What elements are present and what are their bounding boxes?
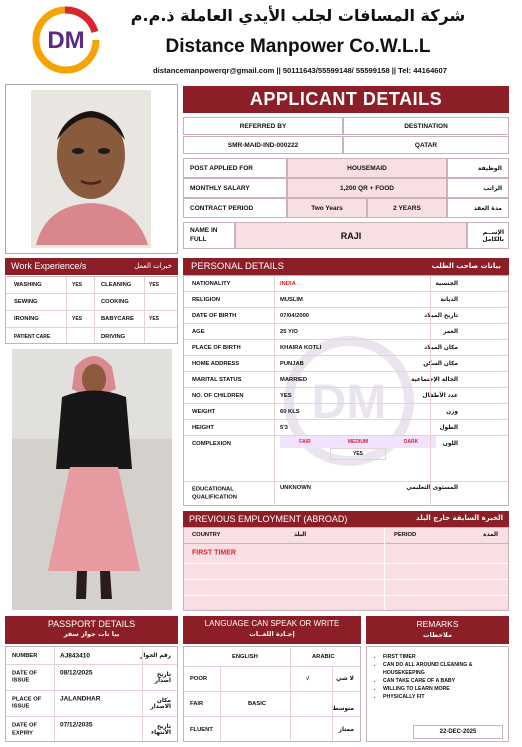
remark-item: • CAN TAKE CARE OF A BABY	[383, 677, 502, 685]
personal-row-dob: DATE OF BIRTH 07/04/2000 تاريخ الميلاد	[184, 308, 508, 324]
passport-row-issue-place: PLACE OF ISSUE JALANDHAR مكان الاصدار	[6, 691, 177, 717]
remarks-header	[366, 616, 509, 644]
passport-title: PASSPORT DETAILS	[47, 619, 136, 629]
company-contact: distancemanpowerqr@gmail.com || 50111643/55599148/ 55599158 || Tel: 44164607	[153, 66, 447, 75]
reference-number: SMR-MAID-IND-000222	[183, 136, 343, 154]
remarks-date: 22-DEC-2025	[413, 725, 503, 739]
personal-row-place-of-birth: PLACE OF BIRTH KHAIRA KOTLI مكان الميلاد	[184, 340, 508, 356]
applicant-full-body-photo	[12, 349, 172, 610]
language-table	[183, 646, 361, 742]
personal-details-title-ar: بيانات صاحب الطلب	[431, 262, 501, 270]
post-label-ar: الوظيفة	[447, 158, 509, 178]
contract-label: CONTRACT PERIOD	[183, 198, 287, 218]
complexion-selected: YES	[330, 448, 386, 460]
passport-row-expiry-date: DATE OF EXPIRY 07/12/2035 تاريخ الانتهاء	[12, 721, 171, 736]
work-experience-table	[5, 276, 178, 344]
personal-row-age: AGE 25 Y/O العمر	[184, 324, 508, 340]
personal-row-height: HEIGHT 5'3 الطول	[184, 420, 508, 436]
applicant-name: RAJI	[235, 222, 467, 249]
remarks-list	[383, 653, 502, 701]
personal-row-children: NO. OF CHILDREN YES عدد الأطفال	[184, 388, 508, 404]
remarks-title: REMARKS	[416, 619, 459, 629]
document-title: APPLICANT DETAILS	[183, 86, 509, 113]
complexion-medium: MEDIUM	[330, 436, 386, 448]
complexion-dark: DARK	[386, 436, 436, 448]
language-row-fair: FAIR BASIC متوسط	[184, 692, 360, 717]
language-row-poor: POOR √ لا شي	[184, 667, 360, 692]
applicant-headshot	[5, 84, 178, 254]
salary-label-ar: الراتب	[447, 178, 509, 198]
destination-label: DESTINATION	[343, 117, 509, 135]
work-experience-title-ar: خبرات العمل	[134, 262, 172, 270]
destination-value: QATAR	[343, 136, 509, 154]
referred-by-label: REFERRED BY	[183, 117, 343, 135]
salary-value: 1,200 QR + FOOD	[287, 178, 447, 198]
name-label-ar: الإســم بالكامل	[467, 222, 509, 249]
remarks-box	[366, 646, 509, 742]
salary-label: MONTHLY SALARY	[183, 178, 287, 198]
language-header-row: ENGLISH ARABIC	[184, 647, 360, 667]
previous-employment-title-ar: الخبرة السابقة خارج البلد	[416, 514, 503, 522]
language-row-fluent: FLUENT ممتاز	[190, 726, 354, 733]
remarks-title-ar: ملاحظات	[423, 631, 452, 639]
personal-row-marital-status: MARITAL STATUS MARRIED الحالة الإجتماعية	[184, 372, 508, 388]
passport-header	[5, 616, 178, 644]
experience-row: IRONING YES BABYCARE YES	[6, 311, 177, 328]
remark-item: • CAN DO ALL AROUND CLEANING & HOUSEKEEPING	[383, 661, 502, 677]
personal-details-title: PERSONAL DETAILS	[191, 261, 284, 272]
experience-row: PATIENT CARE DRIVING	[14, 333, 126, 340]
company-name-ar: شركة المسافات لجلب الأيدي العاملة ذ.م.م	[130, 6, 466, 25]
passport-row-issue-date: DATE OF ISSUE 08/12/2025 تاريخ اصدار	[6, 665, 177, 691]
personal-row-weight: WEIGHT 60 KLS وزن	[184, 404, 508, 420]
remark-item: • WILLING TO LEARN MORE	[383, 685, 502, 693]
company-name-en: Distance Manpower Co.W.L.L	[165, 36, 431, 57]
work-experience-title: Work Experience/s	[11, 261, 87, 271]
experience-row: SEWING COOKING	[6, 294, 177, 311]
passport-row-number: NUMBER AJ843410 رقم الجواز	[6, 647, 177, 665]
contract-label-ar: مدة العقد	[447, 198, 509, 218]
personal-row-nationality: NATIONALITY INDIA الجنسية	[184, 276, 508, 292]
language-title-ar: إجـادة اللغــات	[249, 630, 295, 638]
passport-table	[5, 646, 178, 742]
name-label: NAME IN FULL	[183, 222, 235, 249]
previous-employment-title: PREVIOUS EMPLOYMENT (ABROAD)	[189, 514, 348, 524]
previous-employment-header	[183, 511, 509, 527]
contract-value-years: 2 YEARS	[367, 198, 447, 218]
complexion-fair: FAIR	[280, 436, 330, 448]
personal-row-home-address: HOME ADDRESS PUNJAB مكان السكن	[184, 356, 508, 372]
personal-row-religion: RELIGION MUSLIM الديانة	[184, 292, 508, 308]
language-title: LANGUAGE CAN SPEAK OR WRITE	[204, 619, 340, 628]
contract-value-words: Two Years	[287, 198, 367, 218]
personal-details-table	[183, 275, 509, 506]
personal-row-education: EDUCATIONAL QUALIFICATION UNKNOWN المستوى التعليمي	[192, 485, 458, 500]
remark-item: • PHYSICALLY FIT	[383, 693, 502, 701]
passport-title-ar: بيا نات جواز سفر	[63, 630, 120, 638]
company-logo	[30, 4, 102, 76]
svg-text:DM: DM	[311, 376, 387, 429]
post-value: HOUSEMAID	[287, 158, 447, 178]
work-experience-header	[5, 258, 178, 275]
previous-employment-table: COUNTRY البلد PERIOD المدة FIRST TIMER	[183, 527, 509, 611]
post-label: POST APPLIED FOR	[183, 158, 287, 178]
previous-first-timer: FIRST TIMER	[192, 549, 236, 557]
remark-item: • FIRST TIMER	[383, 653, 502, 661]
personal-row-complexion: COMPLEXION اللون FAIR MEDIUM DARK YES	[184, 436, 508, 482]
language-header	[183, 616, 361, 644]
svg-text:DM: DM	[47, 27, 85, 54]
experience-row: WASHING YES CLEANING YES	[6, 277, 177, 294]
personal-details-header	[183, 258, 509, 275]
